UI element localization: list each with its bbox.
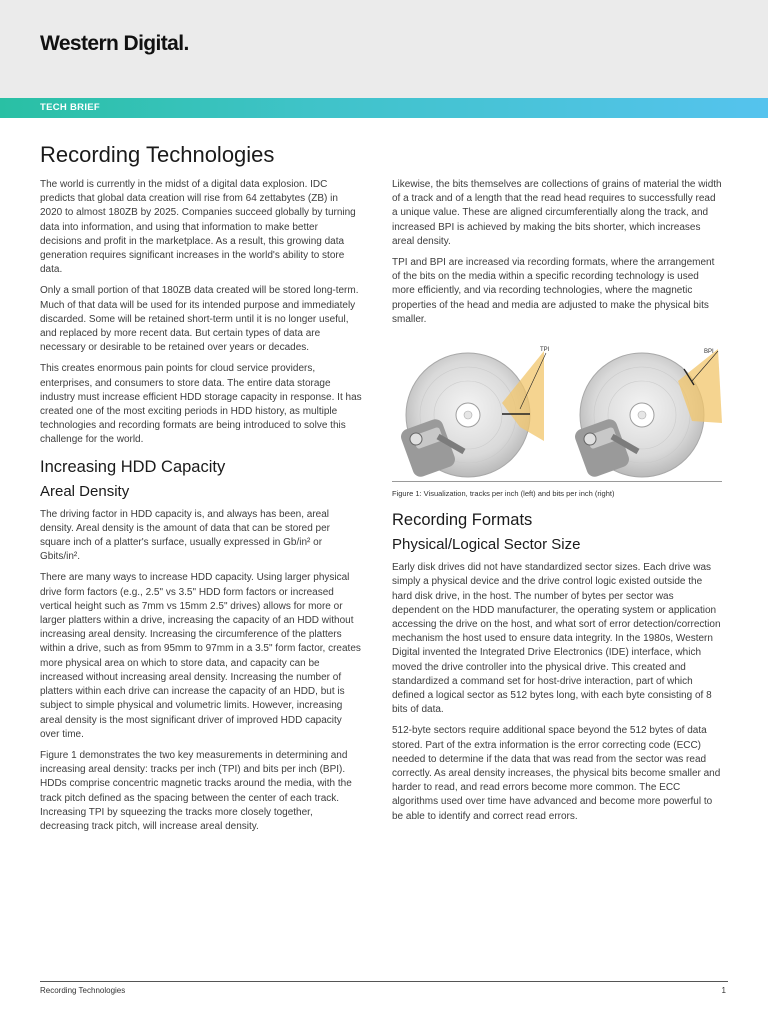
tpi-label: TPI [540, 347, 550, 354]
bpi-platter-graphic [573, 349, 722, 479]
paragraph: Early disk drives did not have standardized sector sizes. Each drive was simply a physical device and the drive control logic existed outside the hard disk drive, in the host. The number of bytes per sector was dependent on the HDD manufacturer, the operating system or application accessing the drive on the host, and what sort of error detection/correction mechanism the host used to ensure data integrity. In the 1980s, Western Digital invented the Integrated Drive Electronics (IDE) interface, which moved the drive controller into the physical drive. This created and standardized a command set for host-drive interaction, part of which defined a logical sector as 512 bytes long, with each byte consisting of 8 bits of data. [392, 562, 721, 716]
document-title: Recording Technologies [40, 142, 275, 167]
bpi-label: BPI [704, 349, 714, 356]
footer-divider [40, 981, 728, 982]
paragraph: 512-byte sectors require additional space beyond the 512 bytes of data stored. Part of the extra information is the error correcting code (ECC) needed to determine if the data that was read from the sector was read correctly. As areal density increases, the physical bits become smaller and harder to read, and read errors become more common. The ECC algorithms used over time have advanced and become more powerful to be able to identify and correct read errors. [392, 725, 721, 822]
paragraph: Figure 1 demonstrates the two key measurements in determining and increasing areal density: tracks per inch (TPI) and bits per inch (BPI). HDDs comprise concentric magnetic tracks around the media, with the track pitch defined as the spacing between the center of each track. Increasing TPI by squeezing the tracks more closely together, decreasing track pitch, will increase areal density. [40, 749, 352, 832]
subsection-heading-sector-size: Physical/Logical Sector Size [392, 536, 581, 554]
western-digital-logo: Western Digital. [40, 32, 189, 55]
tech-brief-banner [0, 98, 768, 118]
paragraph: The world is currently in the midst of a digital data explosion. IDC predicts that global data creation will rise from 64 zettabytes (ZB) in 2020 to almost 180ZB by 2025. Companies succeed globally by turning data into information, and using that information to make better decisions and profit in the marketplace. As a result, this growing data generation requires significant increases in the world's ability to store data. [40, 179, 356, 276]
right-column [392, 178, 722, 831]
paragraph: This creates enormous pain points for cloud service providers, enterprises, and consumers to store data. The entire data storage industry must increase efficient HDD storage capacity in response. It has created one of the most exciting periods in HDD history, as multiple technologies and recording formats are being introduced to solve this challenge for the world. [40, 363, 362, 446]
figure-1-platters [392, 341, 722, 481]
paragraph: There are many ways to increase HDD capacity. Using larger physical drive form factors (e.g., 2.5" vs 3.5" HDD form factors or increased vertical height such as 7mm vs 15mm 2.5" drives) allows for more or larger platters within a drive, increasing the capacity of an HDD without increasing areal density. Increasing the circumference of the platters within a drive, such as from 95mm to 97mm in a 3.5" form factor, creates more physical area on which to store data, and capacity can be increased without increasing areal density. Increasing the number of platters within each drive can increase the capacity of an HDD, but is subject to simple physical and volumetric limits. However, increasing areal density is the most significant driver of improved HDD capacity over time. [40, 572, 361, 740]
page-number: 1 [721, 986, 726, 995]
paragraph: The driving factor in HDD capacity is, and always has been, areal density. Areal density is the amount of data that can be stored per square inch of a platter's surface, usually expressed in Gb/in² or Gbits/in². [40, 508, 330, 563]
left-column [40, 178, 362, 841]
section-heading-recording-formats: Recording Formats [392, 511, 533, 530]
tpi-platter-graphic [399, 351, 546, 479]
paragraph: TPI and BPI are increased via recording formats, where the arrangement of the bits on the media within a specific recording technology is used more efficiently, and via recording technologies, where the magnetic properties of the head and media are adjusted to make the physical bits smaller. [392, 257, 715, 325]
figure-caption: Figure 1: Visualization, tracks per inch (left) and bits per inch (right) [392, 481, 722, 501]
page-header [0, 0, 768, 98]
platter-illustration [392, 341, 722, 481]
footer-document-name: Recording Technologies [40, 986, 126, 995]
subsection-heading-areal-density: Areal Density [40, 482, 130, 500]
paragraph: Likewise, the bits themselves are collections of grains of material the width of a track and of a length that the read head requires to successfully read a unique value. These are aligned circumferentially along the track, and increased BPI is achieved by making the bits shorter, which increases areal density. [392, 179, 722, 247]
section-heading-capacity: Increasing HDD Capacity [40, 457, 226, 476]
paragraph: Only a small portion of that 180ZB data created will be stored long-term. Much of that data will be used for its intended purpose and immediately discarded. Some will be retained short-term until it is no longer useful, and replaced by more recent data. But certain types of data are necessary or desirable to be retained over years or decades. [40, 285, 359, 354]
banner-label: TECH BRIEF [40, 102, 100, 113]
